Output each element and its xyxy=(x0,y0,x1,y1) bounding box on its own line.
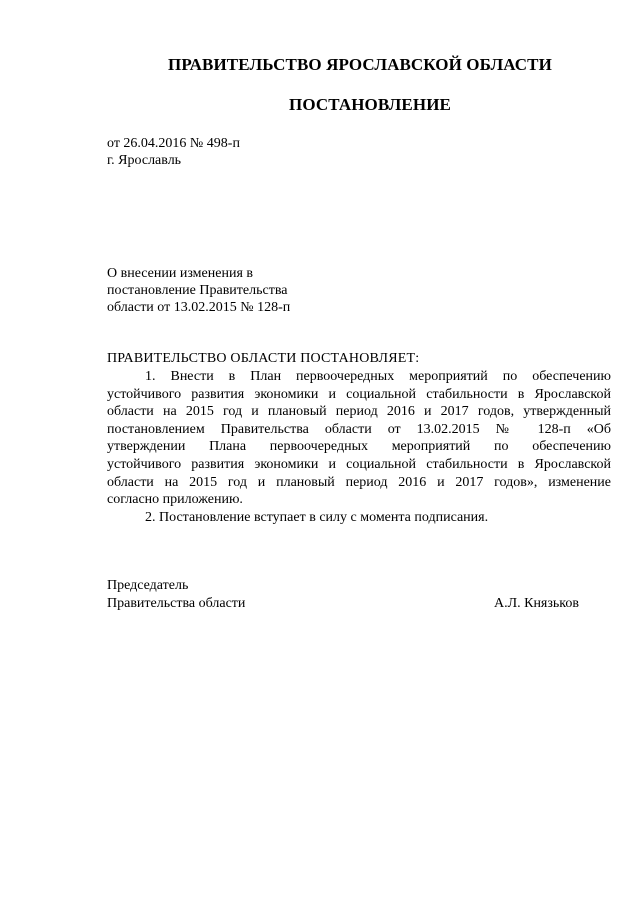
signature-position-line2: Правительства области xyxy=(107,596,246,611)
body-text xyxy=(107,368,611,526)
subject-line: постановление Правительства xyxy=(107,283,288,298)
signature-position-line1: Председатель xyxy=(107,578,189,593)
item1-line: области на 2015 год и плановый период 2016 и 2017 годов, утвержденный xyxy=(107,404,611,420)
preamble: ПРАВИТЕЛЬСТВО ОБЛАСТИ ПОСТАНОВЛЯЕТ: xyxy=(107,351,420,366)
item1-line: области на 2015 год и плановый период 2016 и 2017 годов», изменение xyxy=(107,474,611,490)
item1-line: устойчивого развития экономики и социальной стабильности в Ярославской xyxy=(107,386,611,402)
item2-line: 2. Постановление вступает в силу с момента подписания. xyxy=(145,509,489,525)
government-title: ПРАВИТЕЛЬСТВО ЯРОСЛАВСКОЙ ОБЛАСТИ xyxy=(168,55,552,74)
subject-line: О внесении изменения в xyxy=(107,266,253,281)
date-number: от 26.04.2016 № 498-п xyxy=(107,136,240,151)
item1-line: согласно приложению. xyxy=(107,492,243,508)
subject-line: области от 13.02.2015 № 128-п xyxy=(107,300,291,315)
item1-line: постановлением Правительства области от 13.02.2015 № 128-п «Об xyxy=(107,421,611,437)
item1-line: 1. Внести в План первоочередных мероприятий по обеспечению xyxy=(145,369,611,384)
item1-line: утверждении Плана первоочередных мероприятий по обеспечению xyxy=(107,439,611,455)
city: г. Ярославль xyxy=(107,153,182,168)
signature-name: А.Л. Князьков xyxy=(494,596,579,611)
subject-block xyxy=(107,265,290,316)
item1-line: устойчивого развития экономики и социальной стабильности в Ярославской xyxy=(107,456,611,472)
document-type-title: ПОСТАНОВЛЕНИЕ xyxy=(289,95,451,114)
